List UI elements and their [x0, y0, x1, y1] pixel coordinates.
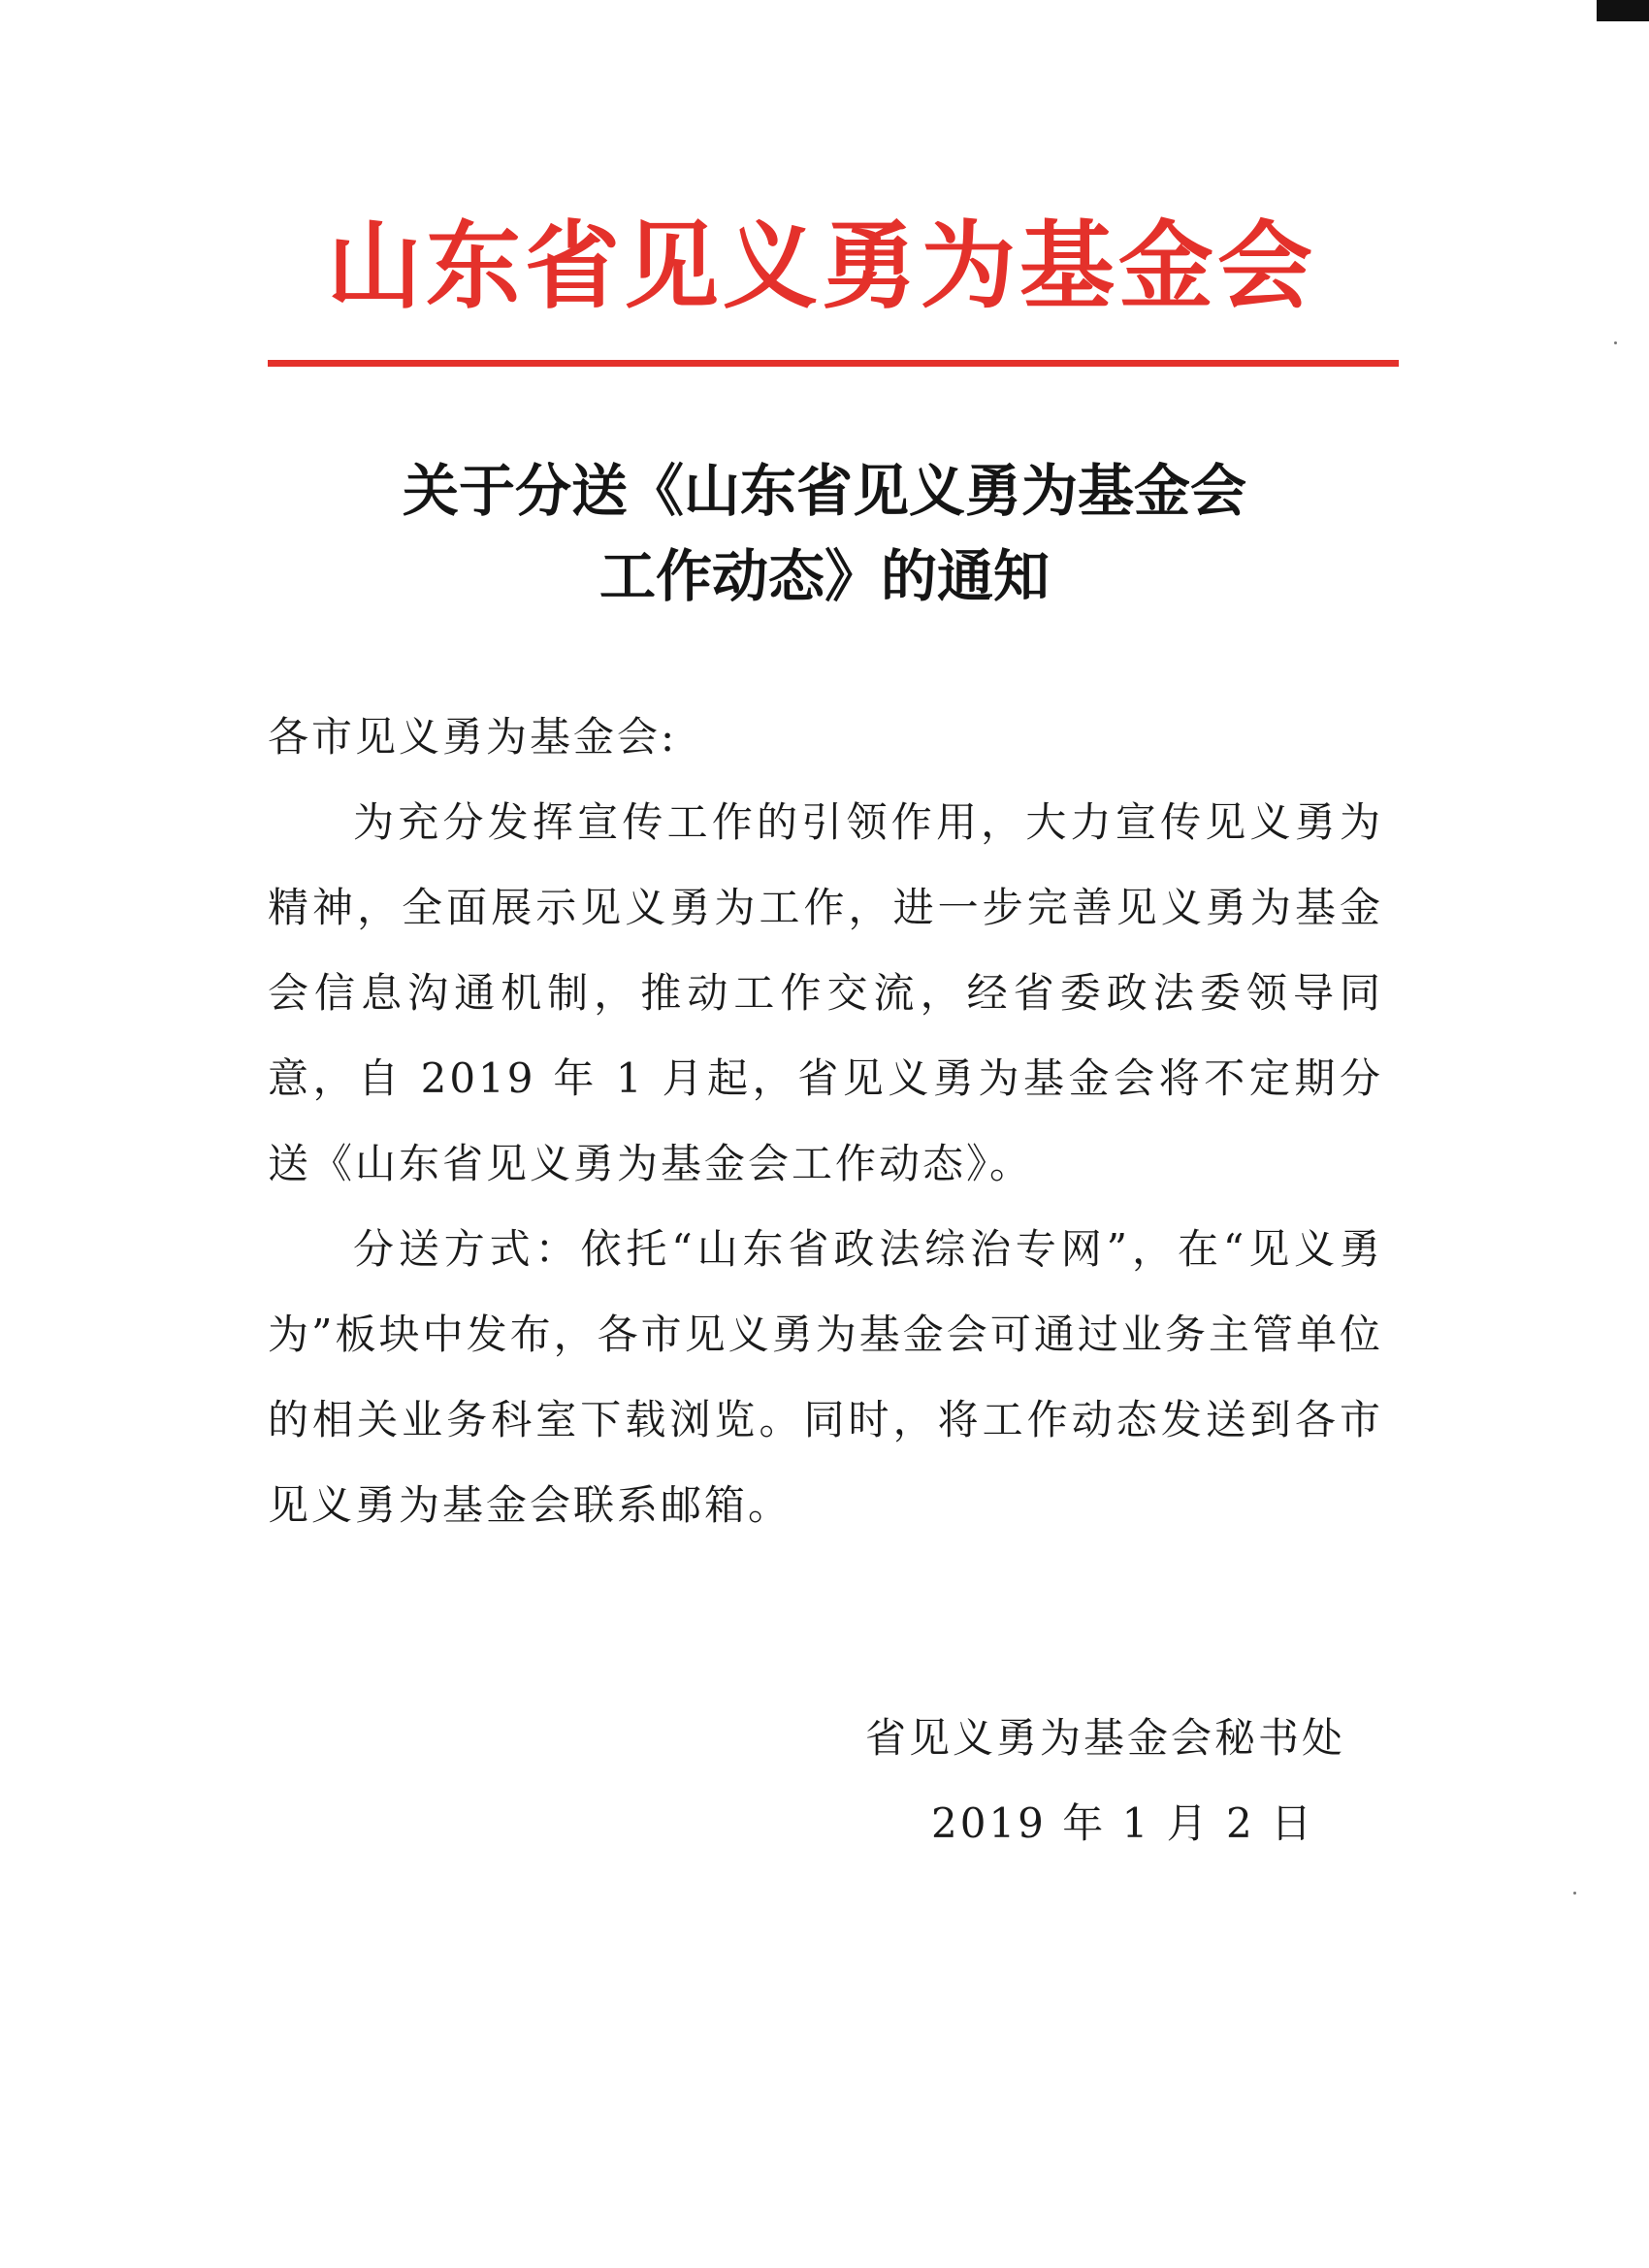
letterhead-red-rule — [268, 360, 1399, 367]
document-title-line-2: 工作动态》的通知 — [598, 543, 1050, 609]
letterhead-org-name: 山东省见义勇为基金会 — [326, 211, 1316, 322]
signature-block — [854, 1696, 1397, 1866]
body-paragraph: 分送方式：依托“山东省政法综治专网”，在“见义勇为”板块中发布，各市见义勇为基金会可通过业务主管单位的相关业务科室下载浏览。同时，将工作动态发送到各市见义勇为基金会联系邮箱。 — [268, 1225, 1383, 1529]
document-body — [268, 695, 1383, 1548]
body-paragraph: 为充分发挥宣传工作的引领作用，大力宣传见义勇为精神，全面展示见义勇为工作，进一步完善见义勇为基金会信息沟通机制，推动工作交流，经省委政法委领导同意，自 2019 年 1 月起，省见义勇为基金会将不定期分送《山东省见义勇为基金会工作动态》。 — [268, 798, 1383, 1187]
document-title-line-1: 关于分送《山东省见义勇为基金会 — [402, 458, 1246, 524]
salutation: 各市见义勇为基金会: — [268, 713, 678, 761]
signature-date: 2019 年 1 月 2 日 — [931, 1799, 1315, 1847]
scan-speck — [1614, 341, 1617, 344]
signature-issuer: 省见义勇为基金会秘书处 — [865, 1714, 1346, 1762]
scan-speck — [1573, 1892, 1576, 1895]
document-title — [0, 448, 1649, 619]
scan-edge-mark — [1597, 0, 1649, 21]
